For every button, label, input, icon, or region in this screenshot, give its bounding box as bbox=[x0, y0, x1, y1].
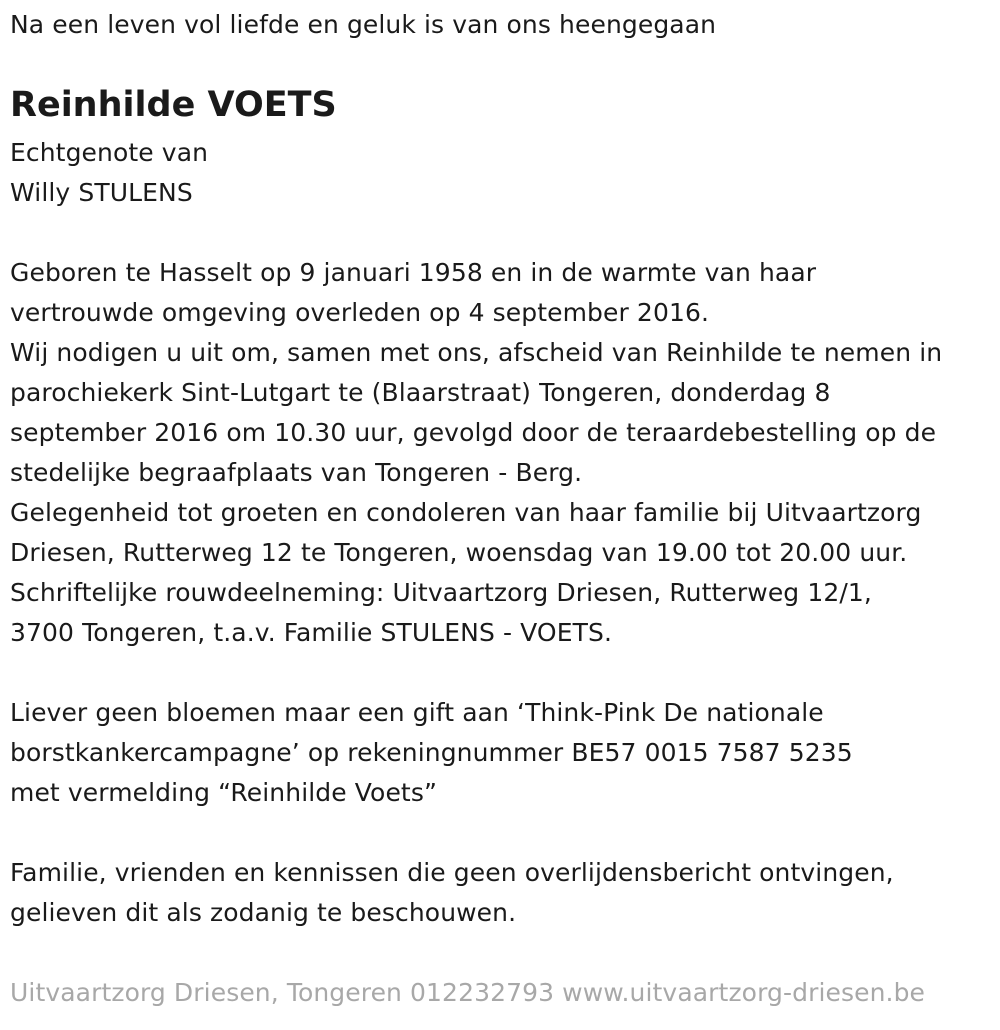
funeral-home-footer: Uitvaartzorg Driesen, Tongeren 012232793 www.uitvaartzorg-driesen.be bbox=[10, 978, 926, 1007]
body-line: Geboren te Hasselt op 9 januari 1958 en in de warmte van haar bbox=[10, 258, 817, 287]
body-line: september 2016 om 10.30 uur, gevolgd door de teraardebestelling op de bbox=[10, 418, 937, 447]
gift-request bbox=[10, 693, 853, 813]
gift-line: borstkankercampagne’ op rekeningnummer BE57 0015 7587 5235 bbox=[10, 738, 853, 767]
body-line: stedelijke begraafplaats van Tongeren - Berg. bbox=[10, 458, 583, 487]
notice-line: Familie, vrienden en kennissen die geen overlijdensbericht ontvingen, bbox=[10, 858, 894, 887]
intro-text: Na een leven vol liefde en geluk is van ons heengegaan bbox=[10, 10, 717, 39]
notice-line: gelieven dit als zodanig te beschouwen. bbox=[10, 898, 517, 927]
deceased-name: Reinhilde VOETS bbox=[10, 85, 337, 125]
spouse-name: Willy STULENS bbox=[10, 178, 193, 207]
body-line: vertrouwde omgeving overleden op 4 september 2016. bbox=[10, 298, 710, 327]
obituary-body bbox=[10, 253, 942, 653]
body-line: Wij nodigen u uit om, samen met ons, afscheid van Reinhilde te nemen in bbox=[10, 338, 943, 367]
spouse-relation: Echtgenote van bbox=[10, 138, 209, 167]
family-notice bbox=[10, 853, 894, 933]
gift-line: Liever geen bloemen maar een gift aan ‘Think-Pink De nationale bbox=[10, 698, 824, 727]
gift-line: met vermelding “Reinhilde Voets” bbox=[10, 778, 438, 807]
spouse-block bbox=[10, 133, 208, 213]
body-line: Gelegenheid tot groeten en condoleren van haar familie bij Uitvaartzorg bbox=[10, 498, 922, 527]
body-line: 3700 Tongeren, t.a.v. Familie STULENS - VOETS. bbox=[10, 618, 612, 647]
body-line: Schriftelijke rouwdeelneming: Uitvaartzorg Driesen, Rutterweg 12/1, bbox=[10, 578, 872, 607]
body-line: parochiekerk Sint-Lutgart te (Blaarstraat) Tongeren, donderdag 8 bbox=[10, 378, 831, 407]
body-line: Driesen, Rutterweg 12 te Tongeren, woensdag van 19.00 tot 20.00 uur. bbox=[10, 538, 908, 567]
